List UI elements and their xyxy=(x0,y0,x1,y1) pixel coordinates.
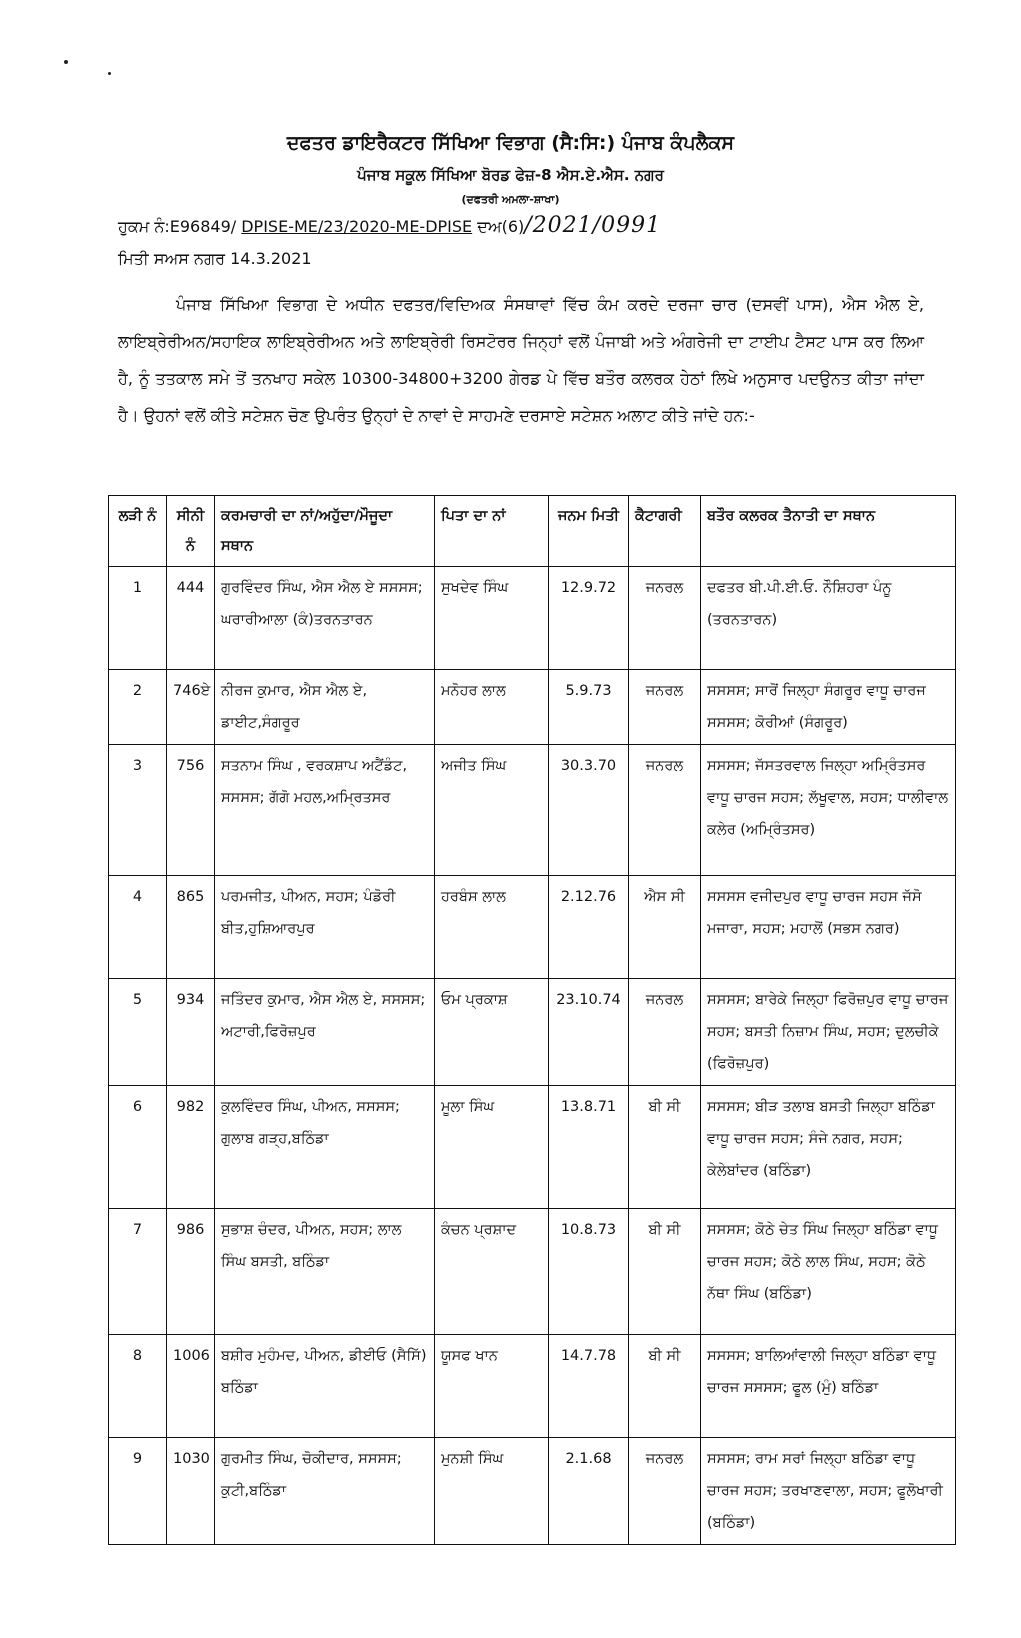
branch-name: (ਦਫਤਰੀ ਅਮਲਾ-ਸ਼ਾਖਾ) xyxy=(461,193,560,206)
cell-father: ਓਮ ਪ੍ਰਕਾਸ਼ xyxy=(435,979,549,1086)
cell-seniority: 1006 xyxy=(167,1335,215,1438)
cell-serial: 5 xyxy=(109,979,167,1086)
cell-dob: 23.10.74 xyxy=(549,979,629,1086)
order-date: ਮਿਤੀ ਸਅਸ ਨਗਰ 14.3.2021 xyxy=(118,249,312,268)
cell-seniority: 934 xyxy=(167,979,215,1086)
office-title: ਦਫਤਰ ਡਾਇਰੈਕਟਰ ਸਿੱਖਿਆ ਵਿਭਾਗ (ਸੈ:ਸਿ:) ਪੰਜਾਬ ਕੰਪਲੈਕਸ xyxy=(286,132,735,154)
table-row xyxy=(109,1086,956,1209)
cell-seniority: 746ਏ xyxy=(167,670,215,745)
cell-dob: 30.3.70 xyxy=(549,745,629,876)
cell-posting: ਸਸਸਸ; ਬੀੜ ਤਲਾਬ ਬਸਤੀ ਜਿਲ੍ਹਾ ਬਠਿੰਡਾ ਵਾਧੂ ਚਾਰਜ ਸਹਸ; ਸੰਜੇ ਨਗਰ, ਸਹਸ; ਕੇਲੇਬਾਂਦਰ (ਬਠਿੰਡਾ) xyxy=(701,1086,956,1209)
body-text: ਪੰਜਾਬ ਸਿੱਖਿਆ ਵਿਭਾਗ ਦੇ ਅਧੀਨ ਦਫਤਰ/ਵਿਦਿਅਕ ਸੰਸਥਾਵਾਂ ਵਿੱਚ ਕੰਮ ਕਰਦੇ ਦਰਜਾ ਚਾਰ (ਦਸਵੀਂ ਪਾਸ), ਐਸ ਐਲ ਏ, ਲਾਇਬ੍ਰੇਰੀਅਨ/ਸਹਾਇਕ ਲਾਇਬ੍ਰੇਰੀਅਨ ਅਤੇ ਲਾਇਬ੍ਰੇਰੀ ਰਿਸਟੋਰਰ ਜਿਨ੍ਹਾਂ ਵਲੋਂ ਪੰਜਾਬੀ ਅਤੇ ਅੰਗਰੇਜੀ ਦਾ ਟਾਈਪ ਟੈਸਟ ਪਾਸ ਕਰ ਲਿਆ ਹੈ, ਨੂੰ ਤਤਕਾਲ ਸਮੇ ਤੋਂ ਤਨਖਾਹ ਸਕੇਲ 10300-34800+3200 ਗੇਰਡ ਪੇ ਵਿੱਚ ਬਤੌਰ ਕਲਰਕ ਹੇਠਾਂ ਲਿਖੇ ਅਨੁਸਾਰ ਪਦਉਨਤ ਕੀਤਾ ਜਾਂਦਾ ਹੈ। ਉਹਨਾਂ ਵਲੋਂ ਕੀਤੇ ਸਟੇਸ਼ਨ ਚੋਣ ਉਪਰੰਤ ਉਨ੍ਹਾਂ ਦੇ ਨਾਵਾਂ ਦੇ ਸਾਹਮਣੇ ਦਰਸਾਏ ਸਟੇਸ਼ਨ ਅਲਾਟ ਕੀਤੇ ਜਾਂਦੇ ਹਨ:- xyxy=(118,295,924,425)
col-father-header: ਪਿਤਾ ਦਾ ਨਾਂ xyxy=(435,496,549,567)
col-posting-header: ਬਤੌਰ ਕਲਰਕ ਤੈਨਾਤੀ ਦਾ ਸਥਾਨ xyxy=(701,496,956,567)
promotion-table xyxy=(108,495,956,1545)
cell-category: ਜਨਰਲ xyxy=(629,979,701,1086)
order-number xyxy=(118,213,661,238)
handwritten-number: /2021/0991 xyxy=(524,213,662,238)
cell-serial: 9 xyxy=(109,1438,167,1545)
cell-category: ਜਨਰਲ xyxy=(629,1438,701,1545)
cell-posting: ਦਫਤਰ ਬੀ.ਪੀ.ਈ.ਓ. ਨੌਸ਼ਿਹਰਾ ਪੰਨੂ (ਤਰਨਤਾਰਨ) xyxy=(701,567,956,670)
cell-seniority: 444 xyxy=(167,567,215,670)
order-prefix: ਹੁਕਮ ਨੰ:E96849/ xyxy=(118,217,242,236)
cell-category: ਬੀ ਸੀ xyxy=(629,1086,701,1209)
cell-father: ਮੁਨਸ਼ੀ ਸਿੰਘ xyxy=(435,1438,549,1545)
cell-serial: 7 xyxy=(109,1209,167,1335)
col-employee-header: ਕਰਮਚਾਰੀ ਦਾ ਨਾਂ/ਅਹੁੱਦਾ/ਮੌਜੂਦਾ ਸਥਾਨ xyxy=(215,496,435,567)
order-reference: DPISE-ME/23/2020-ME-DPISE xyxy=(241,217,473,236)
cell-category: ਜਨਰਲ xyxy=(629,745,701,876)
cell-seniority: 1030 xyxy=(167,1438,215,1545)
cell-seniority: 756 xyxy=(167,745,215,876)
scan-speck xyxy=(64,60,68,64)
cell-seniority: 865 xyxy=(167,876,215,979)
col-category-header: ਕੈਟਾਗਰੀ xyxy=(629,496,701,567)
cell-father: ਅਜੀਤ ਸਿੰਘ xyxy=(435,745,549,876)
cell-employee: ਨੀਰਜ ਕੁਮਾਰ, ਐਸ ਐਲ ਏ, ਡਾਈਟ,ਸੰਗਰੂਰ xyxy=(215,670,435,745)
cell-posting: ਸਸਸਸ; ਸਾਰੋਂ ਜਿਲ੍ਹਾ ਸੰਗਰੂਰ ਵਾਧੂ ਚਾਰਜ ਸਸਸਸ; ਕੋਰੀਆਂ (ਸੰਗਰੂਰ) xyxy=(701,670,956,745)
cell-father: ਕੰਚਨ ਪ੍ਰਸ਼ਾਦ xyxy=(435,1209,549,1335)
col-serial-header: ਲੜੀ ਨੰ xyxy=(109,496,167,567)
col-seniority-header: ਸੀਨੀ ਨੰ xyxy=(167,496,215,567)
cell-employee: ਸੁਭਾਸ਼ ਚੰਦਰ, ਪੀਅਨ, ਸਹਸ; ਲਾਲ ਸਿੰਘ ਬਸਤੀ, ਬਠਿੰਡਾ xyxy=(215,1209,435,1335)
cell-dob: 5.9.73 xyxy=(549,670,629,745)
cell-father: ਸੁਖਦੇਵ ਸਿੰਘ xyxy=(435,567,549,670)
cell-father: ਮਨੋਹਰ ਲਾਲ xyxy=(435,670,549,745)
col-dob-header: ਜਨਮ ਮਿਤੀ xyxy=(549,496,629,567)
body-paragraph xyxy=(118,286,924,434)
cell-dob: 2.1.68 xyxy=(549,1438,629,1545)
cell-serial: 6 xyxy=(109,1086,167,1209)
cell-employee: ਗੁਰਵਿੰਦਰ ਸਿੰਘ, ਐਸ ਐਲ ਏ ਸਸਸਸ; ਘਰਾਰੀਆਲਾ (ਕੰ)ਤਰਨਤਾਰਨ xyxy=(215,567,435,670)
cell-dob: 10.8.73 xyxy=(549,1209,629,1335)
cell-posting: ਸਸਸਸ; ਜੱਸਤਰਵਾਲ ਜਿਲ੍ਹਾ ਅਮ੍ਰਿੰਤਸਰ ਵਾਧੂ ਚਾਰਜ ਸਹਸ; ਲੱਖੂਵਾਲ, ਸਹਸ; ਧਾਲੀਵਾਲ ਕਲੇਰ (ਅਮ੍ਰਿੰਤਸਰ) xyxy=(701,745,956,876)
cell-employee: ਪਰਮਜੀਤ, ਪੀਅਨ, ਸਹਸ; ਪੰਡੋਰੀ ਬੀਤ,ਹੁਸ਼ਿਆਰਪੁਰ xyxy=(215,876,435,979)
cell-category: ਜਨਰਲ xyxy=(629,567,701,670)
cell-seniority: 986 xyxy=(167,1209,215,1335)
order-suffix: ਦਅ(6) xyxy=(472,217,525,236)
cell-category: ਐਸ ਸੀ xyxy=(629,876,701,979)
cell-employee: ਗੁਰਮੀਤ ਸਿੰਘ, ਚੋਕੀਦਾਰ, ਸਸਸਸ; ਕੁਟੀ,ਬਠਿੰਡਾ xyxy=(215,1438,435,1545)
cell-father: ਮੂਲਾ ਸਿੰਘ xyxy=(435,1086,549,1209)
table-row xyxy=(109,979,956,1086)
cell-dob: 12.9.72 xyxy=(549,567,629,670)
cell-serial: 1 xyxy=(109,567,167,670)
cell-serial: 4 xyxy=(109,876,167,979)
cell-father: ਯੂਸਫ ਖਾਨ xyxy=(435,1335,549,1438)
cell-category: ਬੀ ਸੀ xyxy=(629,1335,701,1438)
cell-posting: ਸਸਸਸ; ਬਾਰੇਕੇ ਜਿਲ੍ਹਾ ਫਿਰੋਜ਼ਪੁਰ ਵਾਧੂ ਚਾਰਜ ਸਹਸ; ਬਸਤੀ ਨਿਜ਼ਾਮ ਸਿੰਘ, ਸਹਸ; ਦੁਲਚੀਕੇ (ਫਿਰੋਜ਼ਪੁਰ) xyxy=(701,979,956,1086)
table-row xyxy=(109,670,956,745)
cell-employee: ਬਸ਼ੀਰ ਮੁਹੰਮਦ, ਪੀਅਨ, ਡੀਈਓ (ਸੈਸਿੱ) ਬਠਿੰਡਾ xyxy=(215,1335,435,1438)
board-address: ਪੰਜਾਬ ਸਕੂਲ ਸਿੱਖਿਆ ਬੋਰਡ ਫੇਜ਼-8 ਐਸ.ਏ.ਐਸ. ਨਗਰ xyxy=(357,166,664,184)
cell-posting: ਸਸਸਸ ਵਜੀਦਪੁਰ ਵਾਧੂ ਚਾਰਜ ਸਹਸ ਜੱਸੋ ਮਜਾਰਾ, ਸਹਸ; ਮਹਾਲੋਂ (ਸਭਸ ਨਗਰ) xyxy=(701,876,956,979)
table-row xyxy=(109,567,956,670)
cell-category: ਜਨਰਲ xyxy=(629,670,701,745)
cell-employee: ਕੁਲਵਿੰਦਰ ਸਿੰਘ, ਪੀਅਨ, ਸਸਸਸ; ਗੁਲਾਬ ਗੜ੍ਹ,ਬਠਿੰਡਾ xyxy=(215,1086,435,1209)
cell-posting: ਸਸਸਸ; ਬਾਲਿਆਂਵਾਲੀ ਜਿਲ੍ਹਾ ਬਠਿੰਡਾ ਵਾਧੂ ਚਾਰਜ ਸਸਸਸ; ਫੂਲ (ਮੁੰ) ਬਠਿੰਡਾ xyxy=(701,1335,956,1438)
table-row xyxy=(109,876,956,979)
cell-employee: ਜਤਿੰਦਰ ਕੁਮਾਰ, ਐਸ ਐਲ ਏ, ਸਸਸਸ; ਅਟਾਰੀ,ਫਿਰੋਜ਼ਪੁਰ xyxy=(215,979,435,1086)
cell-dob: 14.7.78 xyxy=(549,1335,629,1438)
cell-dob: 2.12.76 xyxy=(549,876,629,979)
table-row xyxy=(109,1209,956,1335)
cell-serial: 2 xyxy=(109,670,167,745)
cell-posting: ਸਸਸਸ; ਕੋਠੇ ਚੇਤ ਸਿੰਘ ਜਿਲ੍ਹਾ ਬਠਿੰਡਾ ਵਾਧੂ ਚਾਰਜ ਸਹਸ; ਕੋਠੇ ਲਾਲ ਸਿੰਘ, ਸਹਸ; ਕੋਠੇ ਨੱਥਾ ਸਿੰਘ (ਬਠਿੰਡਾ) xyxy=(701,1209,956,1335)
cell-posting: ਸਸਸਸ; ਰਾਮ ਸਰਾਂ ਜਿਲ੍ਹਾ ਬਠਿੰਡਾ ਵਾਧੂ ਚਾਰਜ ਸਹਸ; ਤਰਖਾਣਵਾਲਾ, ਸਹਸ; ਫੂਲੋਖਾਰੀ (ਬਠਿੰਡਾ) xyxy=(701,1438,956,1545)
cell-category: ਬੀ ਸੀ xyxy=(629,1209,701,1335)
cell-father: ਹਰਬੰਸ ਲਾਲ xyxy=(435,876,549,979)
cell-employee: ਸਤਨਾਮ ਸਿੰਘ , ਵਰਕਸ਼ਾਪ ਅਟੈਂਡੰਟ, ਸਸਸਸ; ਗੱਗੋ ਮਹਲ,ਅਮ੍ਰਿਤਸਰ xyxy=(215,745,435,876)
cell-serial: 3 xyxy=(109,745,167,876)
table-row xyxy=(109,1438,956,1545)
table-row xyxy=(109,1335,956,1438)
cell-seniority: 982 xyxy=(167,1086,215,1209)
scan-speck xyxy=(108,72,111,75)
table-row xyxy=(109,745,956,876)
cell-serial: 8 xyxy=(109,1335,167,1438)
table-header-row xyxy=(109,496,956,567)
cell-dob: 13.8.71 xyxy=(549,1086,629,1209)
